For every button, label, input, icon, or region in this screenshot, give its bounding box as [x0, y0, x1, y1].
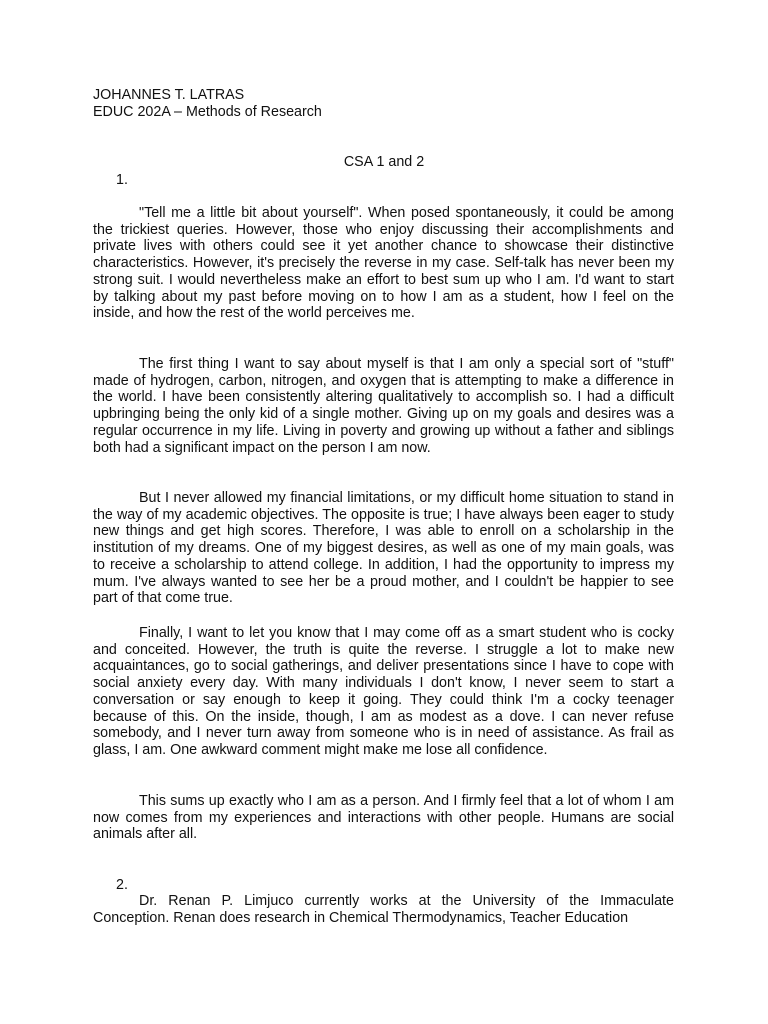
- paragraph-6: Dr. Renan P. Limjuco currently works at the University of the Immaculate Conception. Renan does research in Chemical Thermodynamics, Teacher Education: [93, 893, 674, 926]
- course-title: EDUC 202A – Methods of Research: [93, 104, 322, 120]
- paragraph-1: "Tell me a little bit about yourself". When posed spontaneously, it could be among the trickiest queries. However, those who enjoy discussing their accomplishments and private lives with others could see it yet another chance to showcase their distinctive characteristics. However, it's precisely the reverse in my case. Self-talk has never been my strong suit. I would nevertheless make an effort to best sum up who I am. I'd want to start by talking about my past before moving on to how I am as a student, how I feel on the inside, and how the rest of the world perceives me.: [93, 205, 674, 322]
- paragraph-3: But I never allowed my financial limitations, or my difficult home situation to stand in the way of my academic objectives. The opposite is true; I have always been eager to study new things and get high scores. Therefore, I was able to enroll on a scholarship in the institution of my dreams. One of my biggest desires, as well as one of my main goals, was to receive a scholarship to attend college. In addition, I had the opportunity to impress my mum. I've always wanted to see her be a proud mother, and I couldn't be happier to see part of that come true.: [93, 490, 674, 607]
- item-number-1: 1.: [116, 172, 128, 188]
- paragraph-4: Finally, I want to let you know that I may come off as a smart student who is cocky and conceited. However, the truth is quite the reverse. I struggle a lot to make new acquaintances, go to social gatherings, and deliver presentations since I have to cope with social anxiety every day. With many individuals I don't know, I never seem to start a conversation or say enough to keep it going. They could think I'm a cocky teenager because of this. On the inside, though, I am as modest as a dove. I can never refuse somebody, and I never turn away from someone who is in need of assistance. As frail as glass, I am. One awkward comment might make me lose all confidence.: [93, 625, 674, 758]
- paragraph-5: This sums up exactly who I am as a person. And I firmly feel that a lot of whom I am now comes from my experiences and interactions with other people. Humans are social animals after all.: [93, 793, 674, 843]
- author-name: JOHANNES T. LATRAS: [93, 87, 245, 103]
- paragraph-2: The first thing I want to say about myself is that I am only a special sort of "stuff" made of hydrogen, carbon, nitrogen, and oxygen that is attempting to make a difference in the world. I have been consistently altering qualitatively to accomplish so. I had a difficult upbringing being the only kid of a single mother. Giving up on my goals and desires was a regular occurrence in my life. Living in poverty and growing up without a father and siblings both had a significant impact on the person I am now.: [93, 356, 674, 456]
- document-title-row: [0, 154, 768, 171]
- item-number-2: 2.: [116, 877, 128, 893]
- document-title: CSA 1 and 2: [343, 154, 425, 170]
